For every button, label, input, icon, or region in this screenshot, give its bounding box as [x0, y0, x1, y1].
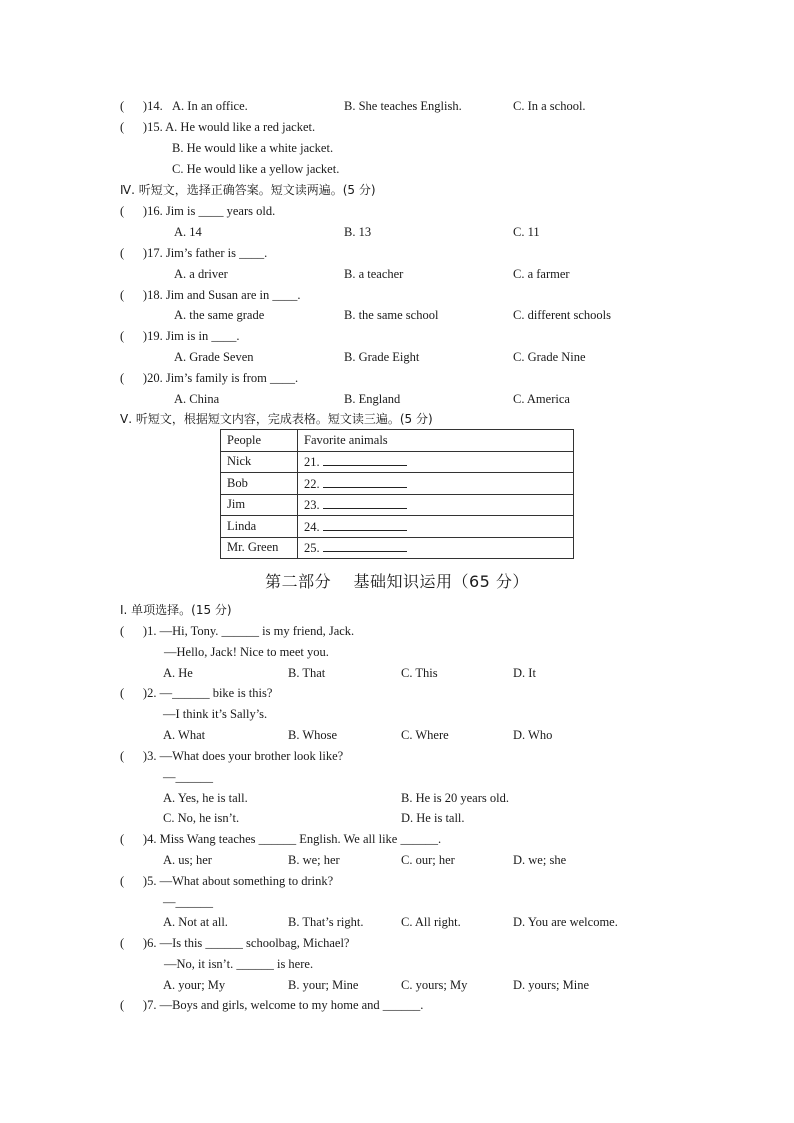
option: C. yours; My: [401, 978, 468, 992]
answer-cell: [298, 537, 574, 559]
question-stem: A. He would like a red jacket.: [165, 120, 316, 134]
question-stem: Jim and Susan are in ____.: [165, 288, 301, 302]
person-cell: Mr. Green: [221, 537, 298, 559]
table-row: [221, 473, 574, 495]
question-number: 18.: [147, 288, 166, 302]
question-stem: —Hi, Tony. ______ is my friend, Jack.: [159, 624, 355, 638]
option: A. Not at all.: [163, 915, 228, 929]
question-14: [120, 98, 166, 114]
option: D. yours; Mine: [513, 978, 590, 992]
option: B. That: [288, 666, 326, 680]
answer-blank[interactable]: [323, 539, 407, 552]
option: D. Who: [513, 728, 553, 742]
dialogue-line: —No, it isn’t. ______ is here.: [164, 957, 314, 971]
table-row: [221, 451, 574, 473]
question-number: 5.: [147, 874, 160, 888]
question-number: 17.: [147, 246, 166, 260]
answer-paren: ( ): [120, 371, 148, 385]
question-stem: Jim’s family is from ____.: [165, 371, 299, 385]
answer-paren: ( ): [120, 998, 148, 1012]
question-5: [120, 873, 333, 889]
table-header: Favorite animals: [298, 430, 574, 452]
option: D. You are welcome.: [513, 915, 618, 929]
option: C. a farmer: [513, 267, 570, 281]
question-stem: Jim is in ____.: [165, 329, 240, 343]
question-stem: —What about something to drink?: [159, 874, 334, 888]
question-stem: —Is this ______ schoolbag, Michael?: [159, 936, 350, 950]
answer-paren: ( ): [120, 204, 148, 218]
option: C. our; her: [401, 853, 455, 867]
option: C. Grade Nine: [513, 350, 586, 364]
answer-paren: ( ): [120, 874, 148, 888]
answer-blank[interactable]: [323, 453, 407, 466]
question-20: [120, 370, 298, 386]
option: C. 11: [513, 225, 540, 239]
option: A. 14: [174, 225, 202, 239]
dialogue-line: —I think it’s Sally’s.: [163, 707, 268, 721]
option: C. No, he isn’t.: [163, 811, 240, 825]
dialogue-line: —Hello, Jack! Nice to meet you.: [164, 645, 329, 659]
option: B. He would like a white jacket.: [172, 141, 334, 155]
question-6: [120, 935, 349, 951]
answer-paren: ( ): [120, 329, 148, 343]
question-number: 15.: [147, 120, 166, 134]
question-17: [120, 245, 267, 261]
question-stem: —______ bike is this?: [159, 686, 273, 700]
person-cell: Linda: [221, 516, 298, 538]
question-number: 19.: [147, 329, 166, 343]
person-cell: Bob: [221, 473, 298, 495]
answer-paren: ( ): [120, 99, 148, 113]
option: C. This: [401, 666, 438, 680]
table-row: [221, 494, 574, 516]
item-number: 22.: [304, 476, 320, 491]
option: A. Yes, he is tall.: [163, 791, 248, 805]
answer-paren: ( ): [120, 288, 148, 302]
answer-cell: [298, 451, 574, 473]
option: B. Whose: [288, 728, 338, 742]
question-number: 14.: [147, 99, 166, 113]
option: A. China: [174, 392, 220, 406]
question-18: [120, 287, 301, 303]
option: C. Where: [401, 728, 449, 742]
option: D. we; she: [513, 853, 567, 867]
question-number: 3.: [147, 749, 160, 763]
option: C. He would like a yellow jacket.: [172, 162, 340, 176]
question-stem: Jim is ____ years old.: [165, 204, 276, 218]
option: B. That’s right.: [288, 915, 364, 929]
option: A. In an office.: [172, 99, 248, 113]
item-number: 25.: [304, 541, 320, 556]
dialogue-line: —______: [163, 895, 213, 909]
question-number: 1.: [147, 624, 160, 638]
answer-blank[interactable]: [323, 518, 407, 531]
option: B. She teaches English.: [344, 99, 462, 113]
answer-cell: [298, 516, 574, 538]
answer-paren: ( ): [120, 624, 148, 638]
table-header: People: [221, 430, 298, 452]
option: A. the same grade: [174, 308, 265, 322]
question-2: [120, 685, 272, 701]
answer-paren: ( ): [120, 749, 148, 763]
option: B. 13: [344, 225, 372, 239]
question-number: 4.: [147, 832, 160, 846]
question-number: 20.: [147, 371, 166, 385]
question-3: [120, 748, 343, 764]
section-heading: Ⅰ. 单项选择。(15 分): [120, 603, 232, 617]
option: C. All right.: [401, 915, 461, 929]
answer-paren: ( ): [120, 686, 148, 700]
answer-paren: ( ): [120, 246, 148, 260]
option: B. England: [344, 392, 401, 406]
answer-cell: [298, 494, 574, 516]
favorite-animals-table: [220, 429, 574, 559]
section-heading: Ⅴ. 听短文，根据短文内容，完成表格。短文读三遍。(5 分): [120, 412, 433, 426]
option: D. It: [513, 666, 536, 680]
item-number: 23.: [304, 498, 320, 513]
part-title: 第二部分 基础知识运用（65 分）: [265, 572, 529, 591]
question-16: [120, 203, 275, 219]
answer-blank[interactable]: [323, 475, 407, 488]
option: B. Grade Eight: [344, 350, 420, 364]
option: C. America: [513, 392, 570, 406]
question-15: [120, 119, 315, 135]
option: B. a teacher: [344, 267, 404, 281]
option: B. your; Mine: [288, 978, 359, 992]
table-row: [221, 537, 574, 559]
option: B. He is 20 years old.: [401, 791, 509, 805]
option: A. your; My: [163, 978, 226, 992]
option: A. He: [163, 666, 193, 680]
person-cell: Nick: [221, 451, 298, 473]
option: A. What: [163, 728, 206, 742]
option: C. In a school.: [513, 99, 586, 113]
table-row: [221, 516, 574, 538]
question-number: 7.: [147, 998, 160, 1012]
option: C. different schools: [513, 308, 612, 322]
section-heading: Ⅳ. 听短文，选择正确答案。短文读两遍。(5 分): [120, 183, 376, 197]
answer-paren: ( ): [120, 120, 148, 134]
question-7: [120, 997, 423, 1013]
option: B. we; her: [288, 853, 340, 867]
question-stem: Jim’s father is ____.: [165, 246, 268, 260]
item-number: 21.: [304, 455, 320, 470]
option: B. the same school: [344, 308, 439, 322]
option: A. Grade Seven: [174, 350, 254, 364]
person-cell: Jim: [221, 494, 298, 516]
item-number: 24.: [304, 519, 320, 534]
option: D. He is tall.: [401, 811, 465, 825]
answer-paren: ( ): [120, 936, 148, 950]
answer-cell: [298, 473, 574, 495]
question-number: 6.: [147, 936, 160, 950]
question-stem: —What does your brother look like?: [159, 749, 344, 763]
answer-paren: ( ): [120, 832, 148, 846]
question-stem: Miss Wang teaches ______ English. We all like ______.: [159, 832, 442, 846]
option: A. us; her: [163, 853, 212, 867]
question-19: [120, 328, 239, 344]
question-4: [120, 831, 441, 847]
table-header-row: [221, 430, 574, 452]
answer-blank[interactable]: [323, 496, 407, 509]
question-1: [120, 623, 354, 639]
question-number: 2.: [147, 686, 160, 700]
dialogue-line: —______: [163, 770, 213, 784]
question-number: 16.: [147, 204, 166, 218]
question-stem: —Boys and girls, welcome to my home and ______.: [159, 998, 424, 1012]
option: A. a driver: [174, 267, 228, 281]
